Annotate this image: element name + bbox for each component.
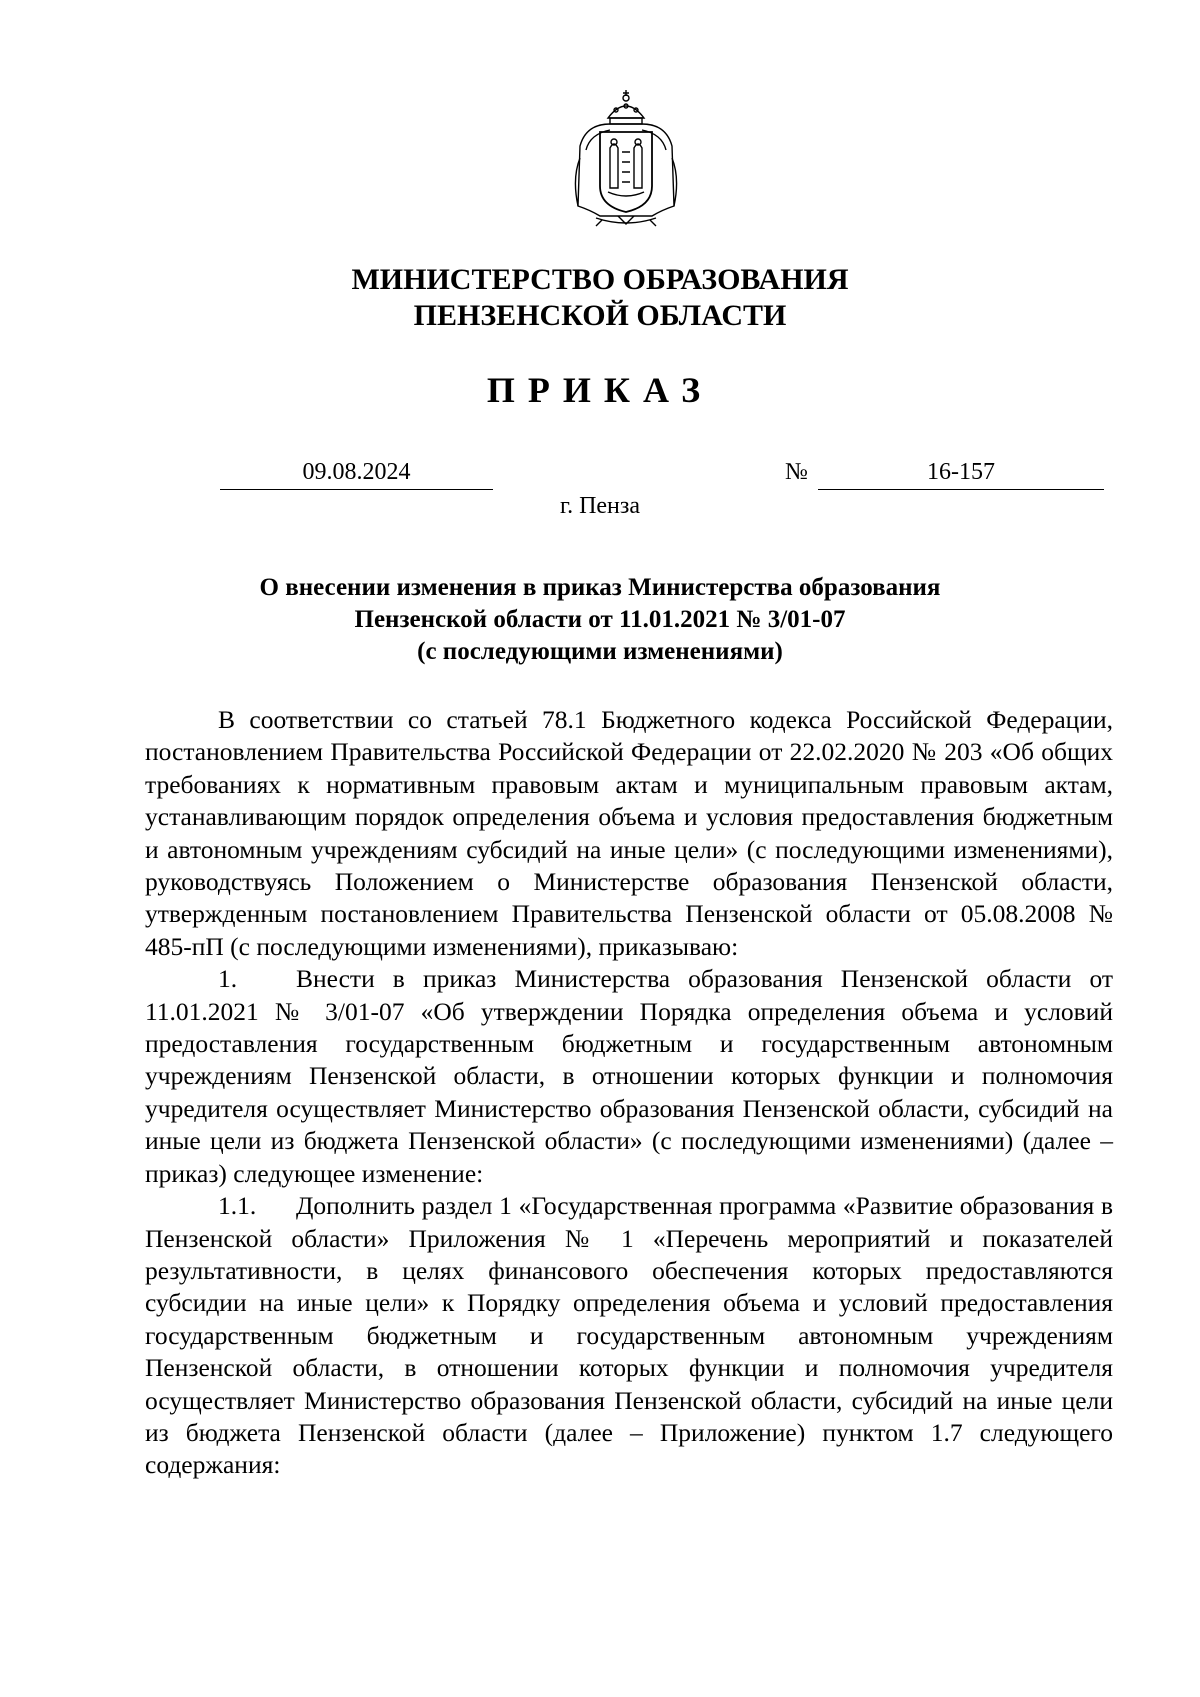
order-number: 16-157 — [818, 455, 1104, 490]
order-subject-line3: (с последующими изменениями) — [417, 638, 783, 665]
order-date: 09.08.2024 — [220, 455, 493, 490]
order-subject — [0, 572, 1200, 668]
item-1-1-paragraph — [145, 1190, 1113, 1482]
document-type-title: ПРИКАЗ — [486, 370, 714, 410]
ministry-name-line2: ПЕНЗЕНСКОЙ ОБЛАСТИ — [413, 299, 787, 332]
ministry-name — [0, 262, 1200, 334]
item-1-1-text: Дополнить раздел 1 «Государственная программа «Развитие образования в Пензенской области» Приложения № 1 «Перечень мероприятий и показателей результативности, в целях финансового обеспечения которых предоставляются субсидии на иные цели» к Порядку определения объема и условий предоставления государственным бюджетным и государственным автономным учреждениям Пензенской области, в отношении которых функции и полномочия учредителя осуществляет Министерство образования Пензенской области, субсидий на иные цели из бюджета Пензенской области (далее – Приложение) пунктом 1.7 следующего содержания: — [145, 1191, 1113, 1480]
order-body — [145, 704, 1113, 1482]
item-1-text: Внести в приказ Министерства образования Пензенской области от 11.01.2021 № 3/01-07 «Об утверждении Порядка определения объема и условий предоставления государственным бюджетным и государственным автономным учреждениям Пензенской области, в отношении которых функции и полномочия учредителя осуществляет Министерство образования Пензенской области, субсидий на иные цели из бюджета Пензенской области» (с последующими изменениями) (далее – приказ) следующее изменение: — [145, 964, 1113, 1188]
item-1-number: 1. — [218, 964, 238, 994]
issue-city: г. Пенза — [559, 493, 641, 519]
intro-paragraph: В соответствии со статьей 78.1 Бюджетного кодекса Российской Федерации, постановлением Правительства Российской Федерации от 22.02.2020 № 203 «Об общих требованиях к нормативным правовым актам и муниципальным правовым актам, устанавливающим порядок определения объема и условия предоставления бюджетным и автономным учреждениям субсидий на иные цели» (с последующими изменениями), руководствуясь Положением о Министерстве образования Пензенской области, утвержденным постановлением Правительства Пензенской области от 05.08.2008 № 485-пП (с последующими изменениями), приказываю: — [145, 705, 1113, 961]
order-subject-line2: Пензенской области от 11.01.2021 № 3/01-07 — [354, 606, 846, 633]
coat-of-arms-icon — [566, 88, 686, 228]
ministry-name-line1: МИНИСТЕРСТВО ОБРАЗОВАНИЯ — [351, 263, 849, 296]
item-1-paragraph — [145, 963, 1113, 1190]
order-subject-line1: О внесении изменения в приказ Министерства образования — [259, 574, 941, 601]
item-1-1-number: 1.1. — [218, 1191, 257, 1221]
order-number-sign: № — [785, 459, 808, 485]
